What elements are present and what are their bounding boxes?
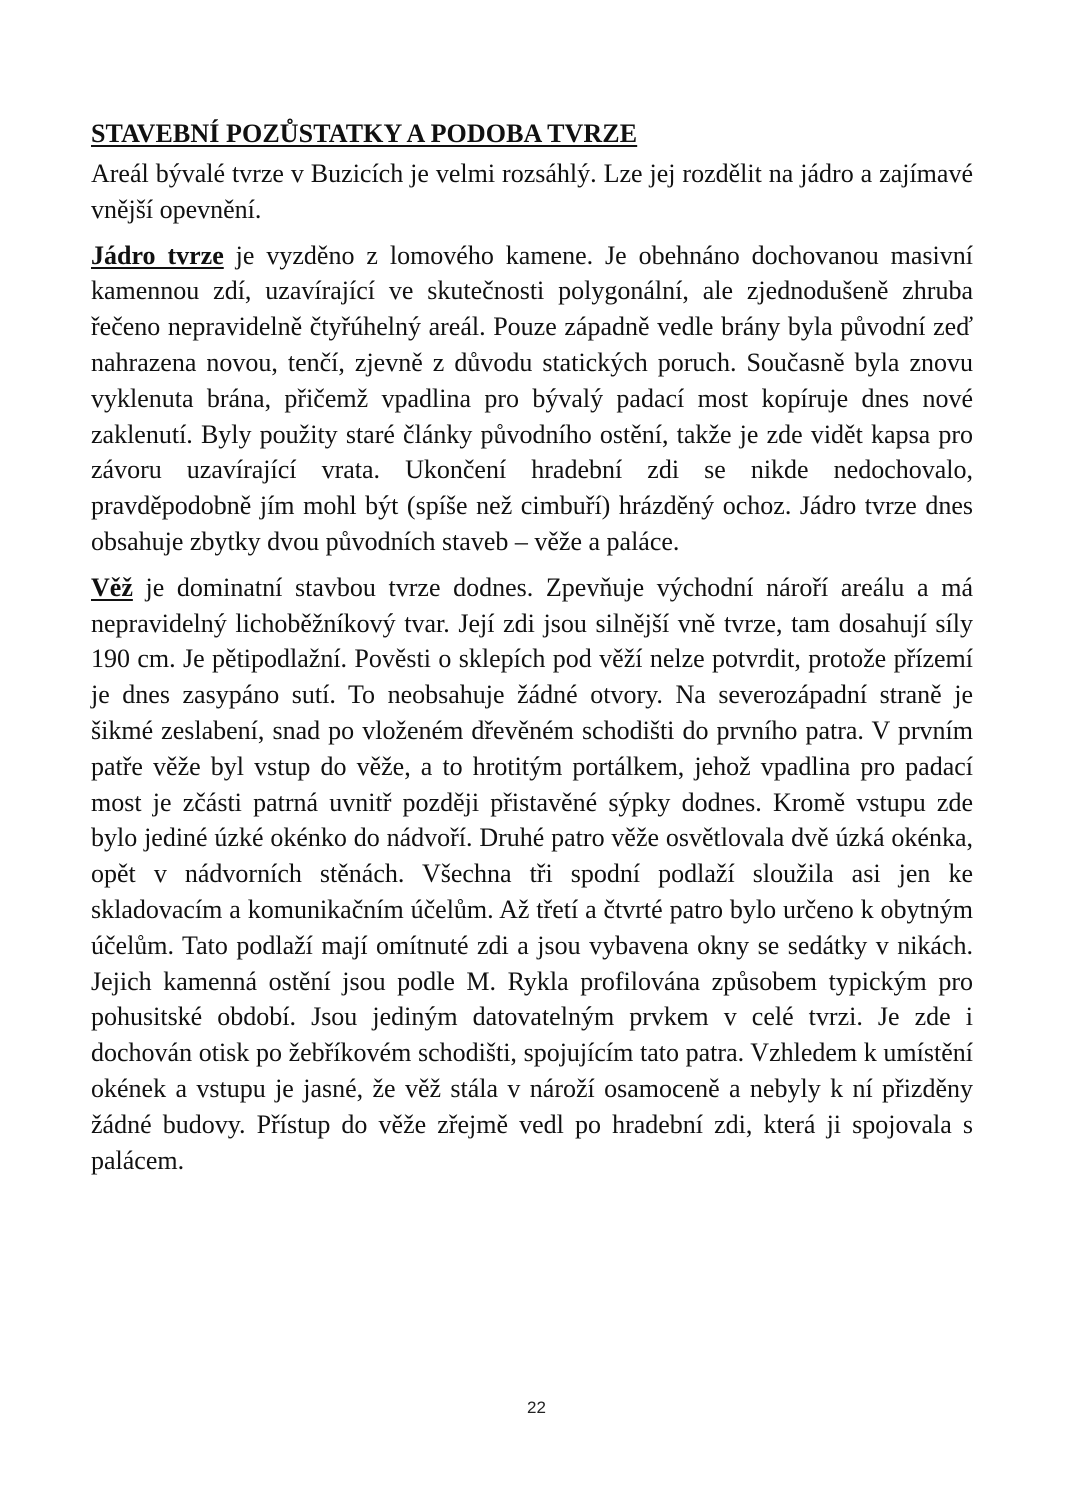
paragraph-core (91, 238, 973, 560)
paragraph-core-text: je vyzděno z lomového kamene. Je obehnáno dochovanou masivní kamennou zdí, uzavírající ve skutečnosti polygonální, ale zjednodušeně zhruba řečeno nepravidelně čtyřúhelný areál. Pouze západně vedle brány byla původní zeď nahrazena novou, tenčí, zjevně z důvodu statických poruch. Současně byla znovu vyklenuta brána, přičemž vpadlina pro bývalý padací most kopíruje dnes nové zaklenutí. Byly použity staré články původního ostění, takže je zde vidět kapsa pro závoru uzavírající vrata. Ukončení hradební zdi se nikde nedochovalo, pravděpodobně jím mohl být (spíše než cimbuří) hrázděný ochoz. Jádro tvrze dnes obsahuje zbytky dvou původních staveb – věže a paláce. (91, 240, 973, 556)
paragraph-core-lead: Jádro tvrze (91, 240, 224, 270)
section-heading: STAVEBNÍ POZŮSTATKY A PODOBA TVRZE (91, 119, 638, 148)
paragraph-intro (91, 156, 973, 228)
paragraph-intro-text: Areál bývalé tvrze v Buzicích je velmi rozsáhlý. Lze jej rozdělit na jádro a zajímavé vnější opevnění. (91, 159, 973, 224)
page-number: 22 (527, 1398, 546, 1417)
paragraph-tower (91, 570, 973, 1179)
paragraph-tower-text: je dominatní stavbou tvrze dodnes. Zpevňuje východní nároří areálu a má nepravidelný lichoběžníkový tvar. Její zdi jsou silnější vně tvrze, tam dosahují síly 190 cm. Je pětipodlažní. Pověsti o sklepích pod věží nelze potvrdit, protože přízemí je dnes zasypáno sutí. To neobsahuje žádné otvory. Na severozápadní straně je šikmé zeslabení, snad po vloženém dřevěném schodišti do prvního patra. V prvním patře věže byl vstup do věže, a to hrotitým portálkem, jehož vpadlina pro padací most je zčásti patrná uvnitř později přistavěné sýpky dodnes. Kromě vstupu zde bylo jediné úzké okénko do nádvoří. Druhé patro věže osvětlovala dvě úzká okénka, opět v nádvorních stěnách. Všechna tři spodní podlaží sloužila asi jen ke skladovacím a komunikačním účelům. Až třetí a čtvrté patro bylo určeno k obytným účelům. Tato podlaží mají omítnuté zdi a jsou vybavena okny se sedátky v nikách. Jejich kamenná ostění jsou podle M. Rykla profilována způsobem typickým pro pohusitské období. Jsou jediným datovatelným prvkem v celé tvrzi. Je zde i dochován otisk po žebříkovém schodišti, spojujícím tato patra. Vzhledem k umístění okének a vstupu je jasné, že věž stála v nároží osamoceně a nebyly k ní přizděny žádné budovy. Přístup do věže zřejmě vedl po hradební zdi, která ji spojovala s palácem. (91, 572, 973, 1175)
document-page (91, 118, 973, 1178)
paragraph-tower-lead: Věž (91, 572, 133, 602)
